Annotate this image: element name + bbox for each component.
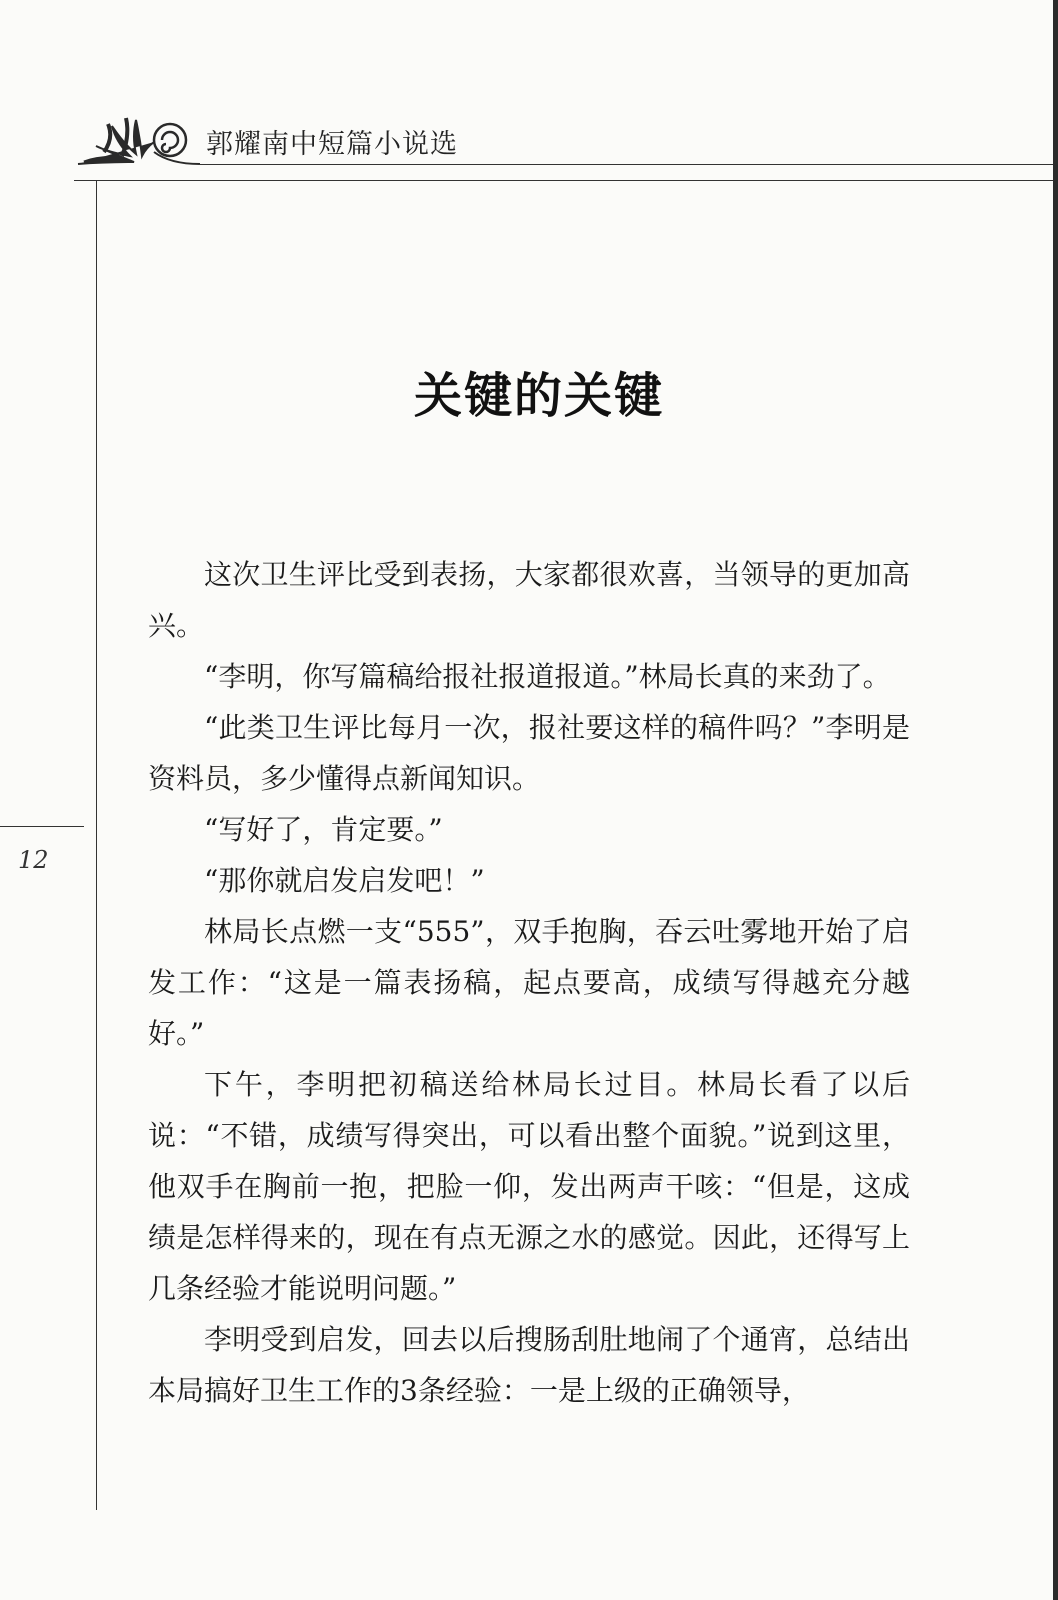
paragraph: “写好了，肯定要。” (204, 813, 443, 846)
paragraph: “李明，你写篇稿给报社报道报道。”林局长真的来劲了。 (204, 660, 891, 693)
page-number: 12 (18, 846, 49, 874)
paragraph: 这次卫生评比受到表扬，大家都很欢喜，当领导的更加高兴。 (148, 558, 910, 642)
page-edge-shadow (1053, 0, 1058, 1600)
paragraph: “此类卫生评比每月一次，报社要这样的稿件吗？”李明是资料员，多少懂得点新闻知识。 (148, 711, 910, 795)
floral-ornament-icon (74, 112, 204, 172)
story-title: 关键的关键 (413, 368, 664, 424)
page-number-rule (0, 826, 84, 827)
header-rule (198, 164, 1058, 165)
paragraph: 林局长点燃一支“555”，双手抱胸，吞云吐雾地开始了启发工作：“这是一篇表扬稿，起点要高，成绩写得越充分越好。” (148, 915, 910, 1050)
story-body (148, 549, 910, 1416)
running-title: 郭耀南中短篇小说选 (206, 129, 458, 160)
paragraph: 下午，李明把初稿送给林局长过目。林局长看了以后说：“不错，成绩写得突出，可以看出整个面貌。”说到这里，他双手在胸前一抱，把脸一仰，发出两声干咳：“但是，这成绩是怎样得来的，现在有点无源之水的感觉。因此，还得写上几条经验才能说明问题。” (148, 1068, 910, 1305)
paragraph: “那你就启发启发吧！” (204, 864, 485, 897)
paragraph: 李明受到启发，回去以后搜肠刮肚地闹了个通宵，总结出本局搞好卫生工作的3条经验：一是上级的正确领导， (148, 1323, 910, 1407)
frame-top-rule (74, 180, 1058, 181)
